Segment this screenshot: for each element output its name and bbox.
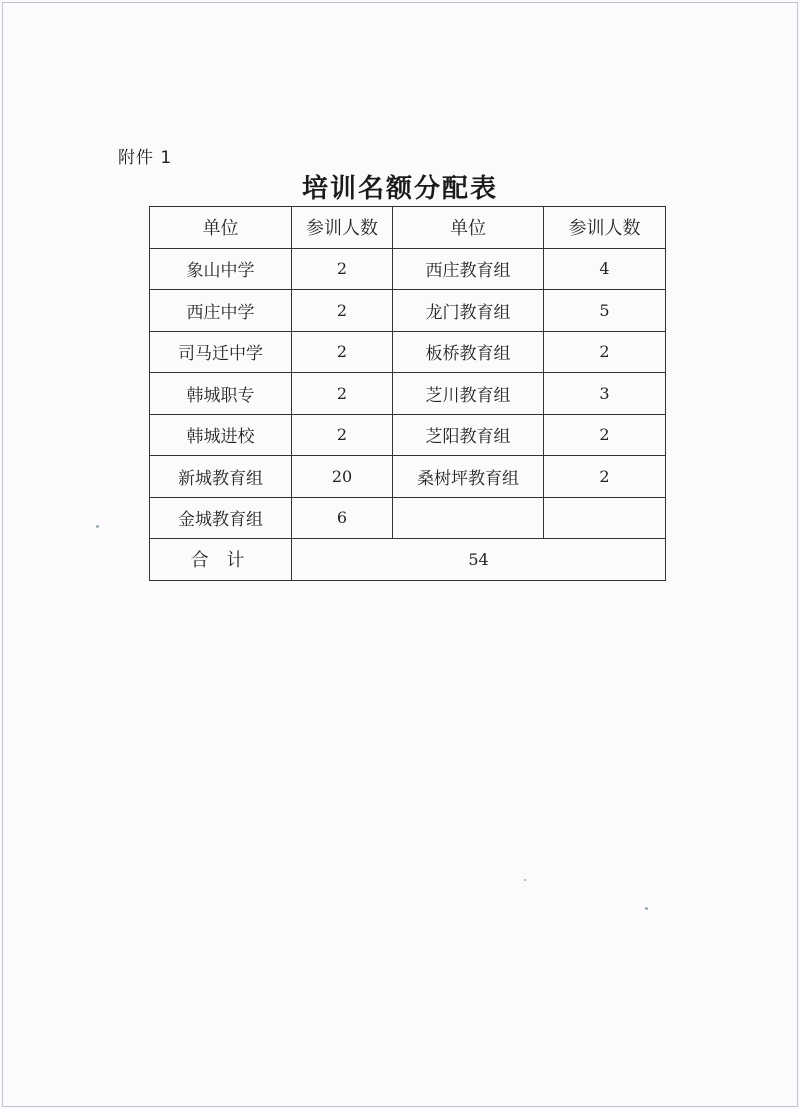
scan-speck: [645, 907, 648, 910]
unit-cell: 西庄教育组: [393, 248, 544, 290]
unit-cell: 龙门教育组: [393, 290, 544, 332]
table-total-row: [150, 539, 666, 581]
unit-cell: 新城教育组: [150, 456, 292, 498]
table-row: [150, 290, 666, 332]
count-cell: 2: [292, 331, 393, 373]
table-row: [150, 248, 666, 290]
unit-cell: 桑树坪教育组: [393, 456, 544, 498]
header-count: 参训人数: [544, 207, 666, 249]
table-row: [150, 331, 666, 373]
header-unit: 单位: [393, 207, 544, 249]
document-title: 培训名额分配表: [301, 174, 498, 204]
unit-cell: 韩城进校: [150, 414, 292, 456]
scan-speck: [96, 525, 99, 528]
unit-cell: 板桥教育组: [393, 331, 544, 373]
unit-cell: 金城教育组: [150, 497, 292, 539]
count-cell: 2: [292, 414, 393, 456]
count-cell: 5: [544, 290, 666, 332]
header-count: 参训人数: [292, 207, 393, 249]
scan-speck: [524, 879, 526, 881]
count-cell: 4: [544, 248, 666, 290]
table-row: [150, 373, 666, 415]
allocation-table: [149, 206, 666, 581]
unit-cell: 象山中学: [150, 248, 292, 290]
unit-cell: 芝阳教育组: [393, 414, 544, 456]
count-cell: 2: [292, 373, 393, 415]
count-cell: [544, 497, 666, 539]
header-unit: 单位: [150, 207, 292, 249]
table-row: [150, 456, 666, 498]
unit-cell: 西庄中学: [150, 290, 292, 332]
table-header-row: [150, 207, 666, 249]
table-row: [150, 497, 666, 539]
count-cell: 20: [292, 456, 393, 498]
total-value: 54: [292, 539, 666, 581]
count-cell: 6: [292, 497, 393, 539]
count-cell: 2: [544, 414, 666, 456]
unit-cell: 司马迁中学: [150, 331, 292, 373]
count-cell: 2: [544, 331, 666, 373]
total-label: 合 计: [150, 539, 292, 581]
count-cell: 2: [544, 456, 666, 498]
count-cell: 2: [292, 290, 393, 332]
unit-cell: 韩城职专: [150, 373, 292, 415]
unit-cell: 芝川教育组: [393, 373, 544, 415]
count-cell: 2: [292, 248, 393, 290]
attachment-label: 附件 1: [118, 148, 173, 168]
unit-cell: [393, 497, 544, 539]
count-cell: 3: [544, 373, 666, 415]
table-row: [150, 414, 666, 456]
